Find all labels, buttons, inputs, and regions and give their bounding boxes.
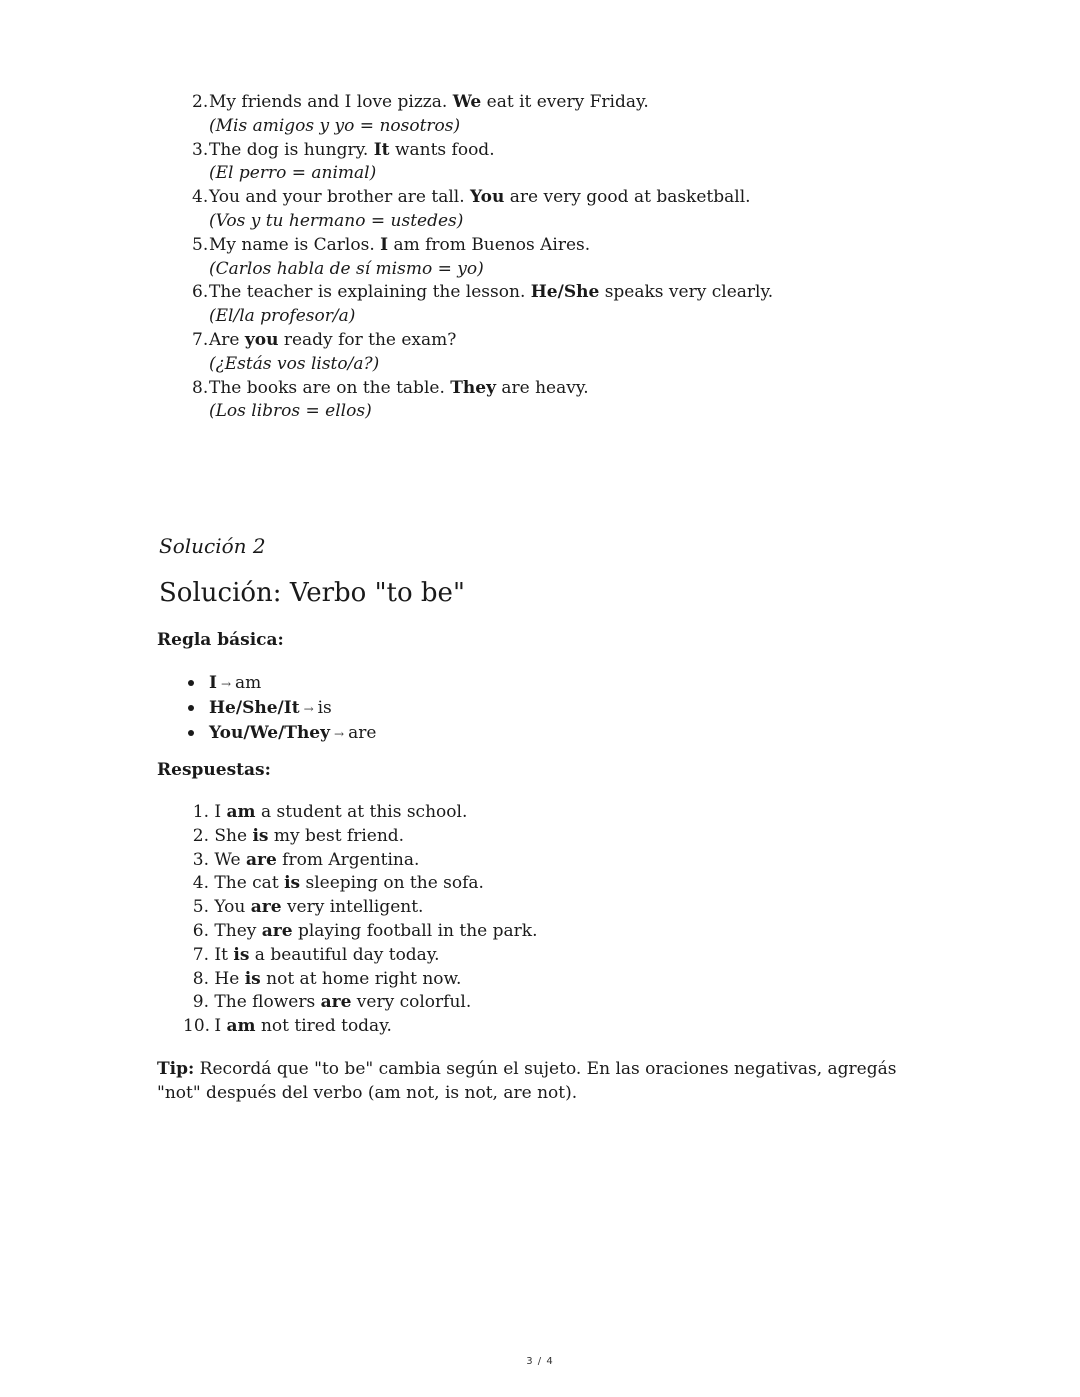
list-item: 10. I am not tired today. bbox=[183, 1016, 392, 1037]
list-item: 9. The flowers are very colorful. bbox=[192, 992, 472, 1013]
translation: (Vos y tu hermano = ustedes) bbox=[209, 210, 464, 231]
rule-list bbox=[186, 671, 376, 746]
exercise1-answer-list bbox=[192, 91, 773, 424]
translation: (Los libros = ellos) bbox=[209, 401, 372, 422]
answers-heading: Respuestas: bbox=[157, 760, 271, 780]
list-item: 1. I am a student at this school. bbox=[192, 802, 468, 822]
list-item: 4.You and your brother are tall. You are very good at basketball. (Vos y tu hermano = ustedes) bbox=[192, 186, 773, 234]
list-item: 6.The teacher is explaining the lesson. He/She speaks very clearly. (El/la profesor/a) bbox=[192, 281, 773, 329]
list-item: 4. The cat is sleeping on the sofa. bbox=[192, 873, 484, 894]
translation: (¿Estás vos listo/a?) bbox=[209, 353, 380, 374]
tip-text: Recordá que "to be" cambia según el sujeto. En las oraciones negativas, agregás "not" después del verbo (am not, is not, are not). bbox=[157, 1059, 897, 1103]
translation: (El perro = animal) bbox=[209, 163, 377, 184]
translation: (Carlos habla de sí mismo = yo) bbox=[209, 258, 484, 279]
translation: (Mis amigos y yo = nosotros) bbox=[209, 115, 461, 136]
list-item: 3.The dog is hungry. It wants food. (El perro = animal) bbox=[192, 139, 773, 187]
list-item: 8.The books are on the table. They are heavy. (Los libros = ellos) bbox=[192, 377, 773, 425]
list-item: I → am bbox=[186, 671, 376, 696]
list-item: 2.My friends and I love pizza. We eat it every Friday. (Mis amigos y yo = nosotros) bbox=[192, 91, 773, 139]
tip-label: Tip: bbox=[157, 1059, 195, 1079]
list-item: 5. You are very intelligent. bbox=[192, 897, 424, 918]
section-label: Solución 2 bbox=[159, 534, 266, 558]
arrow-icon: → bbox=[220, 677, 232, 691]
list-item: 7.Are you ready for the exam? (¿Estás vos listo/a?) bbox=[192, 329, 773, 377]
page-number: 3 / 4 bbox=[526, 1356, 554, 1367]
list-item: He/She/It → is bbox=[186, 696, 376, 721]
list-item: 3. We are from Argentina. bbox=[192, 849, 420, 870]
tip-paragraph bbox=[157, 1057, 937, 1105]
arrow-icon: → bbox=[303, 702, 314, 716]
translation: (El/la profesor/a) bbox=[209, 306, 356, 327]
list-item: 5.My name is Carlos. I am from Buenos Aires. (Carlos habla de sí mismo = yo) bbox=[192, 234, 773, 282]
list-item: 7. It is a beautiful day today. bbox=[192, 944, 440, 965]
rule-heading: Regla básica: bbox=[157, 630, 284, 650]
list-item: 2. She is my best friend. bbox=[192, 825, 405, 846]
section-title: Solución: Verbo "to be" bbox=[159, 578, 465, 608]
arrow-icon: → bbox=[334, 727, 345, 741]
list-item: 6. They are playing football in the park. bbox=[192, 920, 538, 941]
list-item: You/We/They → are bbox=[186, 721, 376, 746]
answers-list bbox=[183, 801, 537, 1039]
list-item: 8. He is not at home right now. bbox=[192, 968, 462, 989]
